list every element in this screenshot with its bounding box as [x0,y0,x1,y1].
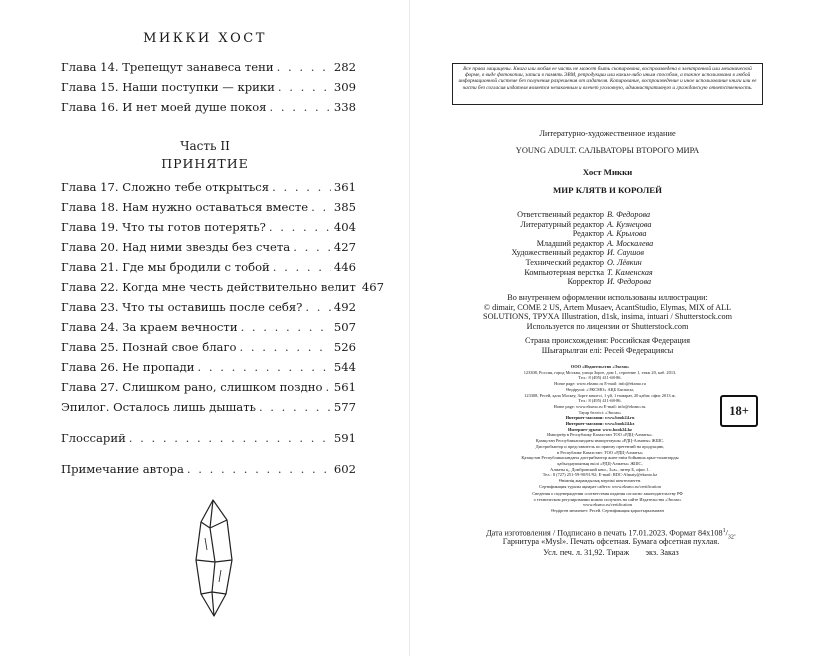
publisher-line: Импортёр в Республику Казахстан ТОО «РДЦ-Алматы». [547,432,653,438]
publisher-line: Қазақстан Республикасындағы импорттаушы «РДЦ-Алматы» ЖШС. [535,438,665,444]
toc-entry-page: 338 [333,100,356,114]
toc-leader-dots [311,200,331,214]
toc-entry [61,200,356,214]
certification-info [452,491,763,514]
toc-entry-title: Глава 23. Что ты оставишь после себя? [61,300,303,314]
credit-row [452,268,763,278]
toc-entry-page: 591 [333,431,356,445]
toc-entry-title: Глава 22. Когда мне честь действительно велит [61,280,356,294]
toc-entry [61,260,356,274]
cert-line: о техническом регулировании можно получить на сайте Издательства «Эксмо» [533,496,682,502]
credit-name: И. Федорова [607,277,652,287]
toc-entry-title: Глава 24. За краем вечности [61,320,238,334]
toc-leader-dots [240,340,331,354]
cert-line: www.eksmo.ru/certification [583,502,632,508]
toc-entry-title: Глава 21. Где мы бродили с тобой [61,260,270,274]
publisher-line: Сертификация туралы ақпарат сайтта: www.eksmo.ru/certification [539,483,661,489]
country-line: Шығарылған елі: Ресей Федерациясы [541,345,674,355]
toc-entry-title: Глава 25. Познай свое благо [61,340,237,354]
toc-leader-dots [305,300,330,314]
toc-entry-page: 467 [361,280,384,294]
credit-row [452,239,763,249]
publisher-line: Өндіруші: «ЭКСМО» АҚБ Баспасы, [566,386,634,392]
cert-line: Өндірген мемлекет: Ресей. Сертификация қарастырылмаған [551,508,664,514]
age-rating-badge: 18+ [720,395,758,427]
rights-notice-box: Все права защищены. Книга или любая ее часть не может быть скопирована, воспроизведена в электронной или механической форме, в виде фотокопии, записи в память ЭВМ, репродукции или каким-либо иным способом, а также использована в любой информационной системе без получения разрешения от издателя. Копирование, воспроизведение и иное использование книги или ее части без согласия издателя является незаконным и влечет уголовную, административную и гражданскую ответственность. [452,63,763,105]
credit-role: Редактор [572,229,604,239]
toc-entry-title: Глава 20. Над ними звезды без счета [61,240,291,254]
credit-row [452,248,763,258]
toc-entry-page: 361 [333,180,356,194]
crystal-illustration [193,498,235,618]
toc-leader-dots [269,220,331,234]
toc-leader-dots [272,180,331,194]
credit-name: А. Кузнецова [607,219,652,229]
toc-entry [61,300,356,314]
publisher-line: Home page: www.eksmo.ru E-mail: info@eksmo.ru [554,381,646,387]
credit-name: И. Саушов [607,248,644,258]
publisher-line: қабылдаушының өкілі «РДЦ-Алматы» ЖШС, [557,460,643,466]
print-date-format: Дата изготовления / Подписано в печать 17.01.2023. Формат $84x108^1/_{32}$. [486,528,736,541]
toc-leader-dots [241,320,331,334]
toc-entry-page: 282 [333,60,356,74]
cert-line: Сведения о подтверждении соответствия издания согласно законодательству РФ [532,491,683,496]
toc-leader-dots [198,360,331,374]
publisher-line: Алматы қ., Домбровский көш., 3«а», литер Б, офис 1. [550,466,650,472]
toc-leader-dots [293,240,331,254]
toc-entry-page: 577 [333,400,356,414]
toc-leader-dots [259,400,331,414]
publisher-line: в Республике Казахстан: ТОО «РДЦ-Алматы» [557,449,643,455]
credit-role: Ответственный редактор [517,210,604,219]
credit-name: В. Федорова [607,210,651,219]
credit-name: О. Лёвкин [607,257,642,267]
typeface-paper: Гарнитура «Mysl». Печать офсетная. Бумага офсетная пухлая. [502,537,720,546]
toc-entry-title: Глава 16. И нет моей душе покоя [61,100,267,114]
running-head: МИККИ ХОСТ [143,31,267,46]
illustration-line: © dimair, COME 2 US, Artem Musaev, AcantStudio, Elymas, MIX of ALL [483,302,732,312]
toc-entry-page: 446 [333,260,356,274]
edition-type: Литературно-художественное издание [539,129,676,138]
toc-entry-title: Глава 18. Нам нужно оставаться вместе [61,200,309,214]
toc-glossary [61,431,356,445]
toc-entry-page: 492 [333,300,356,314]
toc-entry-page: 385 [333,200,356,214]
toc-entry [61,100,356,114]
toc-entry-title: Глоссарий [61,431,126,445]
credit-row [452,258,763,268]
toc-leader-dots [129,431,331,445]
toc-author-note [61,462,356,476]
toc-leader-dots [278,80,331,94]
country-of-origin [452,336,763,355]
toc-entry-title: Глава 26. Не пропади [61,360,195,374]
toc-entry [61,380,356,394]
credit-name: А. Москалева [607,238,654,248]
publisher-line: Қазақстан Республикасындағы дистрибьютор және өнім бойынша арыз-талаптарды [521,455,679,461]
toc-entry-title: Эпилог. Осталось лишь дышать [61,400,256,414]
publisher-line: Home page: www.eksmo.ru E-mail: info@eksmo.ru. [553,403,647,409]
book-author: Хост Микки [582,167,633,177]
credit-role: Компьютерная верстка [524,267,604,277]
toc-entry-page: 561 [333,380,356,394]
credit-name: Т. Каменская [607,267,653,277]
toc-entry [61,220,356,234]
part-label: Часть II [180,139,230,153]
illustration-line: SOLUTIONS, ТРУХА Illustration, d1sk, insima, intuari / Shutterstock.com [483,312,732,322]
publisher-line: 123308, Россия, город Москва, улица Зорге, дом 1, строение 1, этаж 20, каб. 2013. [523,369,677,375]
credit-row [452,210,763,220]
toc-entry-page: 602 [333,462,356,476]
credit-role: Корректор [567,277,604,287]
publisher-line: Өнімнің жарамдылық мерзімі шектелмеген. [558,478,642,484]
toc-entry-title: Глава 17. Сложно тебе открыться [61,180,270,194]
credits-list [452,210,763,287]
toc-entry-title: Глава 19. Что ты готов потерять? [61,220,266,234]
credit-row [452,277,763,287]
publisher-info [452,364,748,489]
publisher-line: Интернет-дүкен: www.book24.kz [568,426,632,432]
credit-role: Младший редактор [536,238,604,248]
toc-entry [61,320,356,334]
toc-entry [61,360,356,374]
publisher-line: Интернет-магазин: www.book24.kz [565,421,635,427]
toc-entry-page: 404 [333,220,356,234]
print-run: Усл. печ. л. 31,92. Тираж экз. Заказ [543,548,679,557]
print-date-text: Дата изготовления / Подписано в печать 17.01.2023. Формат 84x108 [486,528,723,538]
toc-entry-page: 427 [333,240,356,254]
publisher-line: Тел.: 8 (495) 411-68-86. [578,375,622,381]
part-title: ПРИНЯТИЕ [161,156,249,171]
publisher-line: Тел.: 8 (495) 411-68-86. [578,398,622,404]
toc-entry [61,60,356,74]
toc-entry-page: 507 [333,320,356,334]
credit-role: Литературный редактор [520,219,604,229]
toc-entry [61,80,356,94]
format-fraction-den: 32 [727,534,734,541]
credit-role: Художественный редактор [511,248,604,258]
toc-leader-dots [325,380,330,394]
toc-entry-title: Глава 14. Трепещут занавеса тени [61,60,274,74]
credit-row [452,229,763,239]
illustration-line: Используется по лицензии от Shutterstock.com [526,321,689,331]
country-line: Страна происхождения: Российская Федерация [525,336,690,345]
toc-leader-dots [270,100,331,114]
publisher-line: Тел.: 8 (727) 251-59-90/91/92; E-mail: RDC-Almaty@eksmo.kz [542,472,658,478]
toc-entry-page: 544 [333,360,356,374]
illustration-credits [452,293,763,331]
credit-role: Технический редактор [525,257,604,267]
toc-entry-title: Глава 15. Наши поступки — крики [61,80,275,94]
publisher-line: Интернет-магазин: www.book24.ru [565,415,635,421]
toc-entry-page: 526 [333,340,356,354]
series-name: YOUNG ADULT. САЛЬВАТОРЫ ВТОРОГО МИРА [515,146,700,155]
toc-entry [61,400,356,414]
toc-entry [61,340,356,354]
publisher-line: Тауар белгісі: «Эксмо» [578,409,622,415]
toc-entry [61,280,384,294]
format-fraction-num: 1 [722,528,726,534]
illustration-line: Во внутреннем оформлении использованы иллюстрации: [507,293,708,302]
toc-leader-dots [273,260,331,274]
publisher-line: 123308, Ресей, қала Мәскеу, Зорге көшесі, 1 үй, 1 ғимарат, 20 қабат, офис 2013 ж. [524,392,676,398]
book-title: МИР КЛЯТВ И КОРОЛЕЙ [553,185,662,195]
toc-entry [61,240,356,254]
toc-entry-title: Примечание автора [61,462,184,476]
credit-row [452,220,763,230]
publisher-line: Дистрибьютор и представитель по приему претензий на продукцию, [535,443,665,449]
credit-name: А. Крылова [607,229,647,239]
toc-leader-dots [187,462,331,476]
toc-entry-page: 309 [333,80,356,94]
publisher-line: ООО «Издательство «Эксмо» [570,364,630,369]
toc-entry-title: Глава 27. Слишком рано, слишком поздно [61,380,323,394]
toc-entry [61,180,356,194]
toc-leader-dots [277,60,331,74]
